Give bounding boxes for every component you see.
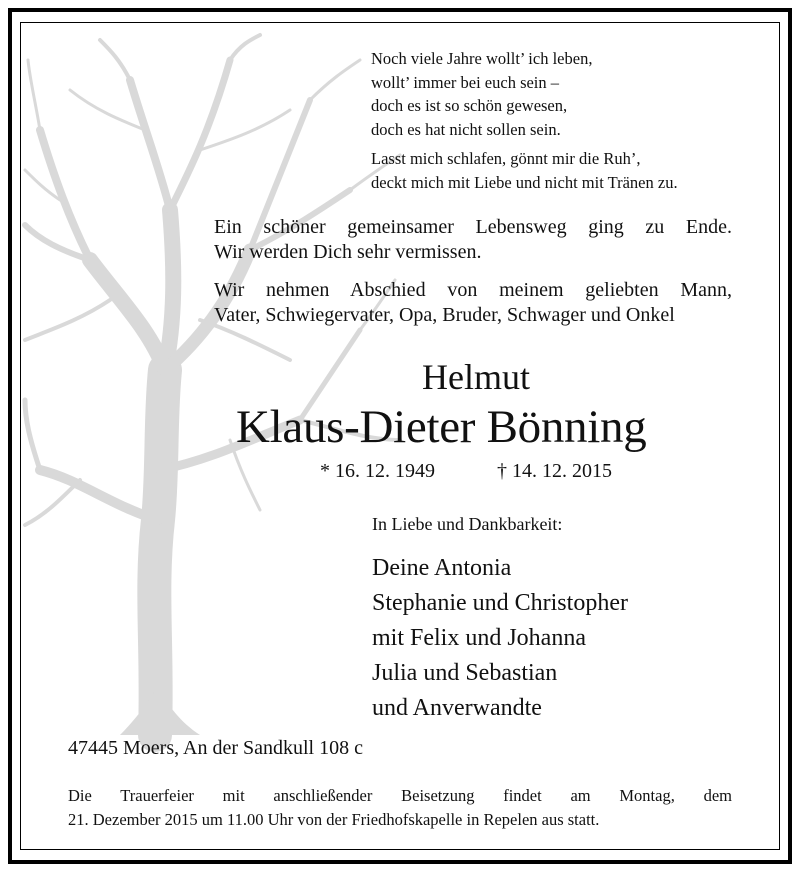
mourner-line: Stephanie und Christopher xyxy=(372,590,628,616)
poem-line: doch es hat nicht sollen sein. xyxy=(371,119,561,139)
family-address: 47445 Moers, An der Sandkull 108 c xyxy=(68,737,363,759)
poem-line: Lasst mich schlafen, gönnt mir die Ruh’, xyxy=(371,149,641,168)
mourners-intro: In Liebe und Dankbarkeit: xyxy=(372,514,563,534)
poem-line: wollt’ immer bei euch sein – xyxy=(371,72,560,92)
death-date: † 14. 12. 2015 xyxy=(497,460,612,482)
mourner-line: Julia und Sebastian xyxy=(372,660,558,686)
announcement-paragraph xyxy=(214,278,732,328)
mourner-line: und Anverwandte xyxy=(372,695,542,721)
farewell-line: Wir werden Dich sehr vermissen. xyxy=(214,241,482,263)
birth-date: * 16. 12. 1949 xyxy=(320,460,435,482)
service-line: Die Trauerfeier mit anschließender Beisetzung findet am Montag, dem xyxy=(68,786,732,805)
poem-line: Noch viele Jahre wollt’ ich leben, xyxy=(371,49,593,68)
mourner-line: Deine Antonia xyxy=(372,555,512,581)
poem-stanza-1 xyxy=(371,47,592,141)
farewell-line: Ein schöner gemeinsamer Lebensweg ging zu Ende. xyxy=(214,216,732,238)
deceased-first-name: Helmut xyxy=(422,357,530,397)
service-line: 21. Dezember 2015 um 11.00 Uhr von der Friedhofskapelle in Repelen aus statt. xyxy=(68,810,600,829)
service-notice xyxy=(68,784,732,832)
announcement-line: Wir nehmen Abschied von meinem geliebten Mann, xyxy=(214,279,732,301)
deceased-full-name: Klaus-Dieter Bönning xyxy=(236,401,647,453)
mourners-list xyxy=(372,551,628,726)
poem-line: doch es ist so schön gewesen, xyxy=(371,96,568,115)
farewell-paragraph xyxy=(214,215,732,265)
poem-line: deckt mich mit Liebe und nicht mit Tränen zu. xyxy=(371,172,678,192)
poem-stanza-2 xyxy=(371,147,678,194)
mourner-line: mit Felix und Johanna xyxy=(372,625,586,651)
announcement-line: Vater, Schwiegervater, Opa, Bruder, Schwager und Onkel xyxy=(214,304,675,326)
